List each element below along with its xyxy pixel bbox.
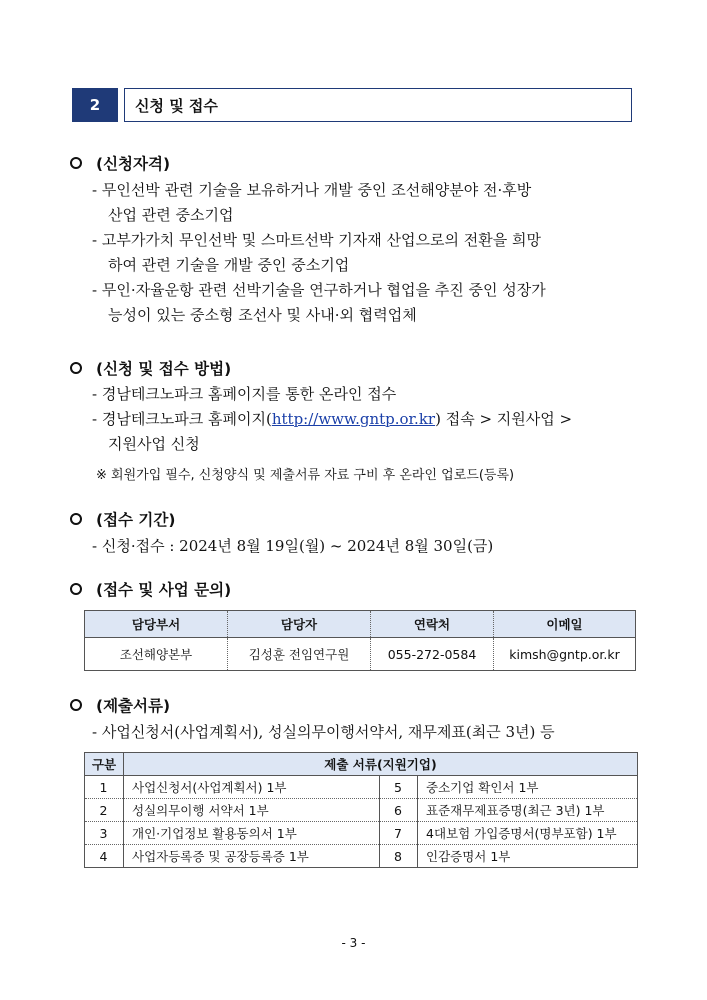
gntp-link[interactable]: http://www.gntp.or.kr <box>271 410 436 428</box>
eligibility-heading: (신청자격) <box>70 152 170 174</box>
table-cell: 7 <box>380 822 418 845</box>
table-cell: 5 <box>380 776 418 799</box>
eligibility-list <box>92 178 642 328</box>
eligibility-item: - 무인선박 관련 기술을 보유하거나 개발 중인 조선해양분야 전·후방 산업 관련 중소기업 <box>92 181 532 224</box>
circle-bullet-icon <box>70 362 82 374</box>
table-cell: 6 <box>380 799 418 822</box>
circle-bullet-icon <box>70 699 82 711</box>
table-cell: 2 <box>85 799 124 822</box>
table-cell: 개인·기업정보 활용동의서 1부 <box>124 822 380 845</box>
contact-table <box>84 610 636 671</box>
table-header-row <box>85 753 638 776</box>
documents-heading: (제출서류) <box>70 694 170 716</box>
column-header: 이메일 <box>494 611 636 638</box>
table-cell: 김성훈 전임연구원 <box>228 638 371 671</box>
column-header: 제출 서류(지원기업) <box>124 753 638 776</box>
table-row <box>85 776 638 799</box>
method-heading: (신청 및 접수 방법) <box>70 357 231 379</box>
table-header-row <box>85 611 636 638</box>
table-cell: 사업자등록증 및 공장등록증 1부 <box>124 845 380 868</box>
table-row <box>85 799 638 822</box>
column-header: 담당자 <box>228 611 371 638</box>
table-cell: 인감증명서 1부 <box>418 845 638 868</box>
eligibility-item: - 무인·자율운항 관련 선박기술을 연구하거나 협업을 추진 중인 성장가 능성이 있는 중소형 조선사 및 사내·외 협력업체 <box>92 281 546 324</box>
circle-bullet-icon <box>70 513 82 525</box>
table-cell: 055-272-0584 <box>371 638 494 671</box>
period-text: - 신청·접수 : 2024년 8월 19일(월) ~ 2024년 8월 30일(금) <box>92 537 494 555</box>
table-cell: 4 <box>85 845 124 868</box>
documents-summary: - 사업신청서(사업계획서), 성실의무이행서약서, 재무제표(최근 3년) 등 <box>92 723 555 741</box>
table-cell: 4대보험 가입증명서(명부포함) 1부 <box>418 822 638 845</box>
method-body <box>92 382 642 457</box>
documents-table <box>84 752 638 868</box>
table-cell: 8 <box>380 845 418 868</box>
table-cell: 사업신청서(사업계획서) 1부 <box>124 776 380 799</box>
page-number: - 3 - <box>341 936 366 950</box>
section-header <box>72 88 634 122</box>
circle-bullet-icon <box>70 157 82 169</box>
table-cell: 1 <box>85 776 124 799</box>
method-line: - 경남테크노파크 홈페이지(http://www.gntp.or.kr) 접속 > 지원사업 > <box>92 410 573 428</box>
table-cell: 중소기업 확인서 1부 <box>418 776 638 799</box>
table-row <box>85 638 636 671</box>
inquiry-heading: (접수 및 사업 문의) <box>70 578 231 600</box>
eligibility-item: - 고부가가치 무인선박 및 스마트선박 기자재 산업으로의 전환을 희망 하여 관련 기술을 개발 중인 중소기업 <box>92 231 541 274</box>
table-cell: 성실의무이행 서약서 1부 <box>124 799 380 822</box>
table-cell: 3 <box>85 822 124 845</box>
method-line: - 경남테크노파크 홈페이지를 통한 온라인 접수 <box>92 385 397 403</box>
table-cell: 조선해양본부 <box>85 638 228 671</box>
column-header: 구분 <box>85 753 124 776</box>
table-cell: 표준재무제표증명(최근 3년) 1부 <box>418 799 638 822</box>
table-row <box>85 822 638 845</box>
section-number: 2 <box>72 88 118 122</box>
method-line: 지원사업 신청 <box>108 435 200 453</box>
circle-bullet-icon <box>70 583 82 595</box>
column-header: 연락처 <box>371 611 494 638</box>
table-row <box>85 845 638 868</box>
method-note: ※ 회원가입 필수, 신청양식 및 제출서류 자료 구비 후 온라인 업로드(등록) <box>96 468 515 483</box>
section-title: 신청 및 접수 <box>124 88 632 122</box>
email-cell: kimsh@gntp.or.kr <box>494 638 636 671</box>
period-heading: (접수 기간) <box>70 508 175 530</box>
column-header: 담당부서 <box>85 611 228 638</box>
